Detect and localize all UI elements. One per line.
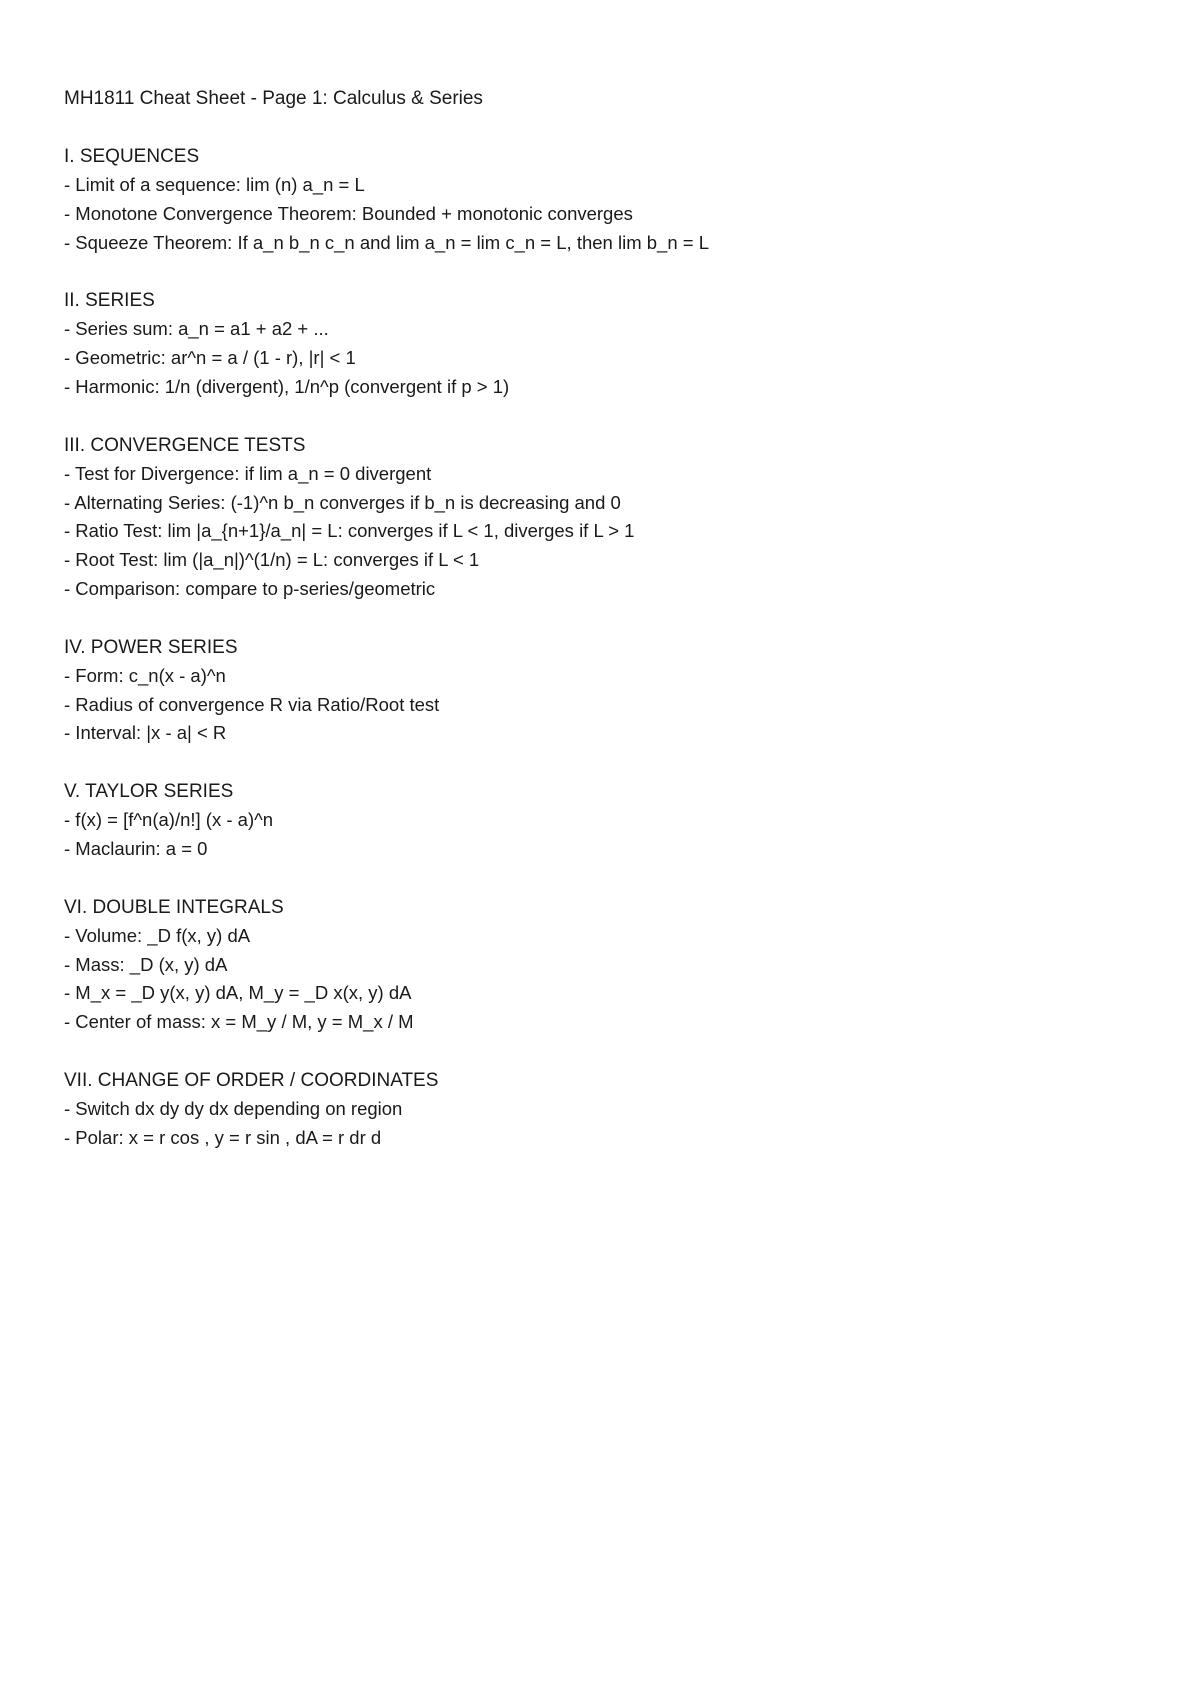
section: [64, 633, 1144, 748]
section-item-list: [64, 171, 1144, 257]
list-item: - Alternating Series: (-1)^n b_n converges if b_n is decreasing and 0: [64, 491, 621, 513]
section: [64, 1066, 1144, 1153]
section-heading: VII. CHANGE OF ORDER / COORDINATES: [64, 1069, 439, 1091]
list-item: - Series sum: a_n = a1 + a2 + ...: [64, 318, 329, 340]
section: [64, 286, 1144, 401]
section-item-list: [64, 806, 1144, 864]
document-title: MH1811 Cheat Sheet - Page 1: Calculus & Series: [64, 88, 483, 109]
section-item-list: [64, 315, 1144, 401]
document-content: [64, 84, 1144, 1182]
list-item: - Comparison: compare to p-series/geometric: [64, 577, 436, 599]
list-item: - Interval: |x - a| < R: [64, 722, 227, 744]
section-heading: III. CONVERGENCE TESTS: [64, 434, 306, 456]
list-item: - Root Test: lim (|a_n|)^(1/n) = L: converges if L < 1: [64, 549, 480, 571]
list-item: - Squeeze Theorem: If a_n b_n c_n and lim a_n = lim c_n = L, then lim b_n = L: [64, 231, 709, 253]
list-item: - Form: c_n(x - a)^n: [64, 664, 226, 686]
section-item-list: [64, 460, 1144, 604]
list-item: - M_x = _D y(x, y) dA, M_y = _D x(x, y) dA: [64, 982, 412, 1004]
sections-container: [64, 142, 1144, 1153]
list-item: - Polar: x = r cos , y = r sin , dA = r dr d: [64, 1126, 382, 1148]
section-heading: VI. DOUBLE INTEGRALS: [64, 896, 284, 918]
list-item: - Radius of convergence R via Ratio/Root test: [64, 693, 440, 715]
list-item: - Maclaurin: a = 0: [64, 837, 208, 859]
list-item: - Mass: _D (x, y) dA: [64, 953, 228, 975]
section: [64, 431, 1144, 604]
list-item: - Test for Divergence: if lim a_n = 0 divergent: [64, 462, 432, 484]
section-heading: I. SEQUENCES: [64, 146, 200, 167]
list-item: - Geometric: ar^n = a / (1 - r), |r| < 1: [64, 347, 356, 369]
list-item: - Monotone Convergence Theorem: Bounded + monotonic converges: [64, 202, 633, 224]
section-heading: V. TAYLOR SERIES: [64, 781, 234, 803]
section-heading: IV. POWER SERIES: [64, 636, 238, 658]
section: [64, 142, 1144, 257]
section-item-list: [64, 1095, 1144, 1153]
list-item: - Harmonic: 1/n (divergent), 1/n^p (convergent if p > 1): [64, 375, 510, 397]
list-item: - f(x) = [f^n(a)/n!] (x - a)^n: [64, 809, 274, 831]
section-item-list: [64, 662, 1144, 748]
section: [64, 777, 1144, 864]
section-item-list: [64, 922, 1144, 1037]
section-heading: II. SERIES: [64, 290, 155, 312]
section: [64, 893, 1144, 1037]
list-item: - Center of mass: x = M_y / M, y = M_x / M: [64, 1011, 414, 1033]
list-item: - Volume: _D f(x, y) dA: [64, 924, 251, 946]
list-item: - Ratio Test: lim |a_{n+1}/a_n| = L: converges if L < 1, diverges if L > 1: [64, 520, 635, 542]
list-item: - Limit of a sequence: lim (n) a_n = L: [64, 174, 365, 195]
list-item: - Switch dx dy dy dx depending on region: [64, 1097, 403, 1119]
